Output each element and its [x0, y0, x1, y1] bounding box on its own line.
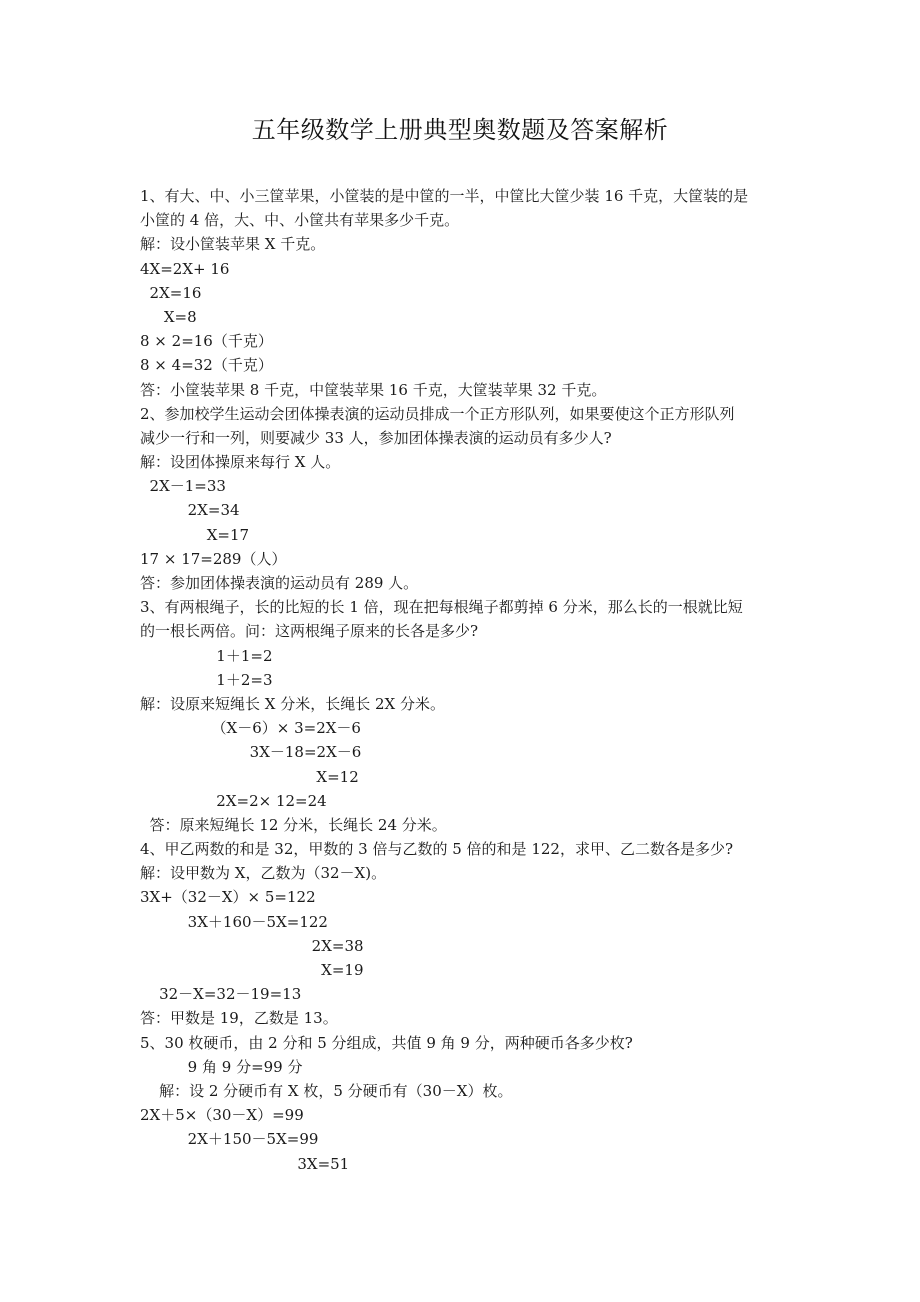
text-line: 3X=51 — [140, 1154, 350, 1173]
text-line: 1＋2=3 — [140, 670, 273, 689]
text-line: 2X=34 — [140, 501, 240, 520]
text-line: 4、甲乙两数的和是 32，甲数的 3 倍与乙数的 5 倍的和是 122，求甲、乙二数各是多少? — [140, 840, 734, 859]
text-line: 小筐的 4 倍，大、中、小筐共有苹果多少千克。 — [140, 211, 460, 230]
text-line: X=19 — [140, 961, 364, 979]
text-line: 解：设原来短绳长 X 分米，长绳长 2X 分米。 — [140, 694, 445, 713]
text-line: 3、有两根绳子，长的比短的长 1 倍，现在把每根绳子都剪掉 6 分米，那么长的一根就比短 — [140, 598, 743, 617]
text-line: 1＋1=2 — [140, 646, 273, 665]
text-line: 解：设小筐装苹果 X 千克。 — [140, 235, 326, 254]
text-line: 4X=2X+ 16 — [140, 259, 230, 278]
text-line: 答：原来短绳长 12 分米，长绳长 24 分米。 — [140, 815, 447, 834]
text-line: 的一根长两倍。问：这两根绳子原来的长各是多少? — [140, 622, 479, 641]
text-line: 答：甲数是 19，乙数是 13。 — [140, 1009, 338, 1028]
text-line: 解：设 2 分硬币有 X 枚，5 分硬币有（30－X）枚。 — [140, 1081, 513, 1100]
text-line: 1、有大、中、小三筐苹果，小筐装的是中筐的一半，中筐比大筐少装 16 千克，大筐装的是 — [140, 187, 749, 205]
text-line: 3X+（32－X）× 5=122 — [140, 888, 316, 907]
text-line: X=12 — [140, 767, 359, 786]
text-line: 2X=2× 12=24 — [140, 791, 327, 810]
text-line: 8 × 4=32（千克） — [140, 356, 273, 375]
text-line: 3X＋160－5X=122 — [140, 912, 328, 931]
text-line: 2X－1=33 — [140, 477, 226, 496]
text-line: 答：小筐装苹果 8 千克，中筐装苹果 16 千克，大筐装苹果 32 千克。 — [140, 380, 607, 399]
text-line: 2X=16 — [140, 283, 202, 302]
text-line: X=17 — [140, 525, 250, 544]
text-line: （X－6）× 3=2X－6 — [140, 719, 361, 738]
text-line: 5、30 枚硬币，由 2 分和 5 分组成，共值 9 角 9 分，两种硬币各多少枚? — [140, 1033, 633, 1052]
text-line: 2、参加校学生运动会团体操表演的运动员排成一个正方形队列，如果要使这个正方形队列 — [140, 404, 735, 423]
text-line: 2X＋5×（30－X）=99 — [140, 1106, 304, 1125]
text-line: 解：设甲数为 X，乙数为（32－X)。 — [140, 864, 387, 883]
text-line: 3X－18=2X－6 — [140, 743, 362, 762]
text-line: 2X＋150－5X=99 — [140, 1130, 319, 1149]
text-line: 答：参加团体操表演的运动员有 289 人。 — [140, 574, 419, 592]
text-line: 17 × 17=289（人） — [140, 549, 287, 568]
text-line: 9 角 9 分=99 分 — [140, 1057, 303, 1076]
text-line: 8 × 2=16（千克） — [140, 332, 273, 351]
text-line: 减少一行和一列，则要减少 33 人，参加团体操表演的运动员有多少人? — [140, 428, 612, 447]
text-line: 32－X=32－19=13 — [140, 985, 302, 1004]
document-title: 五年级数学上册典型奥数题及答案解析 — [251, 116, 669, 144]
text-line: 2X=38 — [140, 936, 364, 955]
document-body — [140, 184, 790, 1176]
text-line: 解：设团体操原来每行 X 人。 — [140, 453, 341, 472]
text-line: X=8 — [140, 307, 197, 326]
